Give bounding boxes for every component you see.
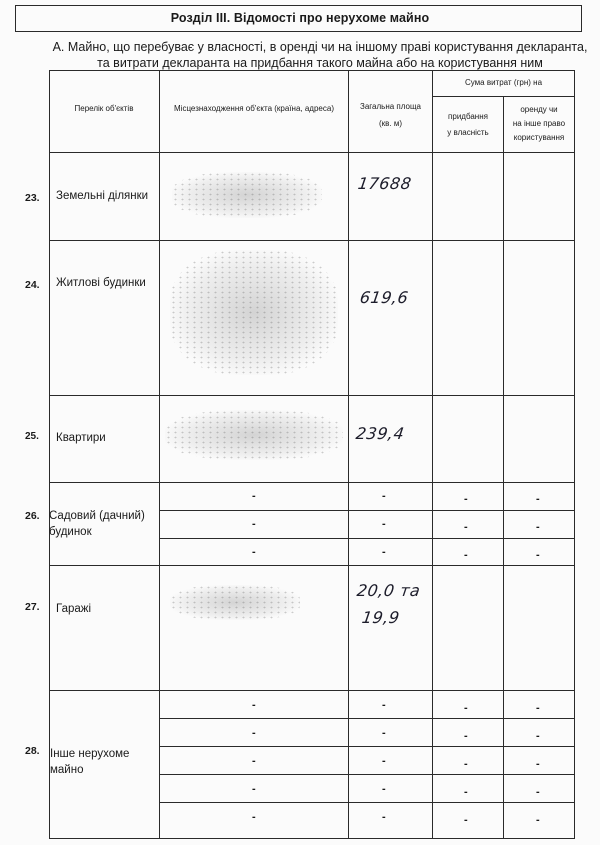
dash-26-1-location: - — [252, 490, 256, 502]
dash-26-3-purchase: - — [464, 549, 468, 561]
title-bottom-border — [15, 31, 582, 32]
category-other-line1: Інше нерухоме — [50, 748, 130, 760]
expenses-header-divider — [432, 96, 574, 97]
row-separator-26 — [49, 565, 575, 566]
row-separator-25 — [49, 482, 575, 483]
header-rent-line1: оренду чи — [520, 105, 558, 114]
row-number-27: 27. — [25, 601, 40, 613]
row-separator-27 — [49, 690, 575, 691]
dash-28-5-area: - — [382, 811, 386, 823]
row-separator-header — [49, 152, 575, 153]
table-left-border — [49, 70, 50, 838]
area-land: 17688 — [356, 174, 413, 193]
table-top-border — [49, 70, 574, 71]
dash-26-2-area: - — [382, 518, 386, 530]
header-objects-list: Перелік об'єктів — [74, 104, 134, 113]
category-other-line2: майно — [50, 764, 84, 776]
redacted-address-houses — [170, 250, 338, 375]
dash-28-4-area: - — [382, 783, 386, 795]
dash-28-2-location: - — [252, 727, 256, 739]
dash-28-4-location: - — [252, 783, 256, 795]
area-garage-2: 19,9 — [360, 608, 401, 627]
dash-26-2-rent: - — [536, 521, 540, 533]
header-area — [349, 101, 432, 129]
header-location: Місцезнаходження об'єкта (країна, адреса) — [174, 104, 334, 113]
row26-subline-2 — [159, 538, 575, 539]
section-subtitle-line2: та витрати декларанта на придбання такого майна або на користування ним — [97, 56, 543, 70]
category-cottage-line2: будинок — [49, 526, 92, 538]
section-subtitle-line1: А. Майно, що перебуває у власності, в оренді чи на іншому праві користування декларанта, — [52, 40, 588, 54]
dash-28-2-rent: - — [536, 730, 540, 742]
dash-28-5-purchase: - — [464, 814, 468, 826]
dash-28-4-purchase: - — [464, 786, 468, 798]
dash-28-5-rent: - — [536, 814, 540, 826]
row-number-25: 25. — [25, 431, 39, 442]
row-separator-24 — [49, 395, 575, 396]
col-divider-4 — [503, 96, 504, 838]
col-divider-3 — [432, 70, 433, 838]
dash-26-1-area: - — [382, 490, 386, 502]
dash-28-2-area: - — [382, 727, 386, 739]
category-other — [50, 746, 129, 778]
row-number-23: 23. — [25, 192, 40, 204]
redacted-address-land — [172, 172, 322, 218]
dash-28-1-purchase: - — [464, 702, 468, 714]
category-houses: Житлові будинки — [56, 277, 146, 289]
header-purchase-line2: у власність — [447, 128, 489, 137]
dash-26-3-area: - — [382, 546, 386, 558]
header-area-line2: (кв. м) — [378, 119, 403, 128]
category-apartments: Квартири — [56, 432, 106, 444]
row-number-28: 28. — [25, 745, 40, 757]
dash-28-3-purchase: - — [464, 758, 468, 770]
row28-subline-4 — [159, 802, 575, 803]
section-title: Розділ ІІІ. Відомості про нерухоме майно — [170, 11, 430, 25]
category-cottage — [49, 508, 145, 540]
dash-28-3-rent: - — [536, 758, 540, 770]
col-divider-2 — [348, 70, 349, 838]
row28-subline-1 — [159, 718, 575, 719]
dash-26-2-purchase: - — [464, 521, 468, 533]
row-number-24: 24. — [25, 279, 40, 291]
row-separator-23 — [49, 240, 575, 241]
title-top-border — [15, 5, 582, 6]
category-cottage-line1: Садовий (дачний) — [49, 510, 145, 522]
dash-28-3-location: - — [252, 755, 256, 767]
row26-subline-1 — [159, 510, 575, 511]
header-rent-line2: на інше право — [512, 119, 566, 128]
header-area-line1: Загальна площа — [360, 102, 421, 111]
category-garages: Гаражі — [56, 603, 92, 615]
header-purchase — [433, 111, 503, 138]
col-divider-1 — [159, 70, 160, 838]
dash-28-1-location: - — [252, 699, 256, 711]
dash-28-5-location: - — [252, 811, 256, 823]
category-land: Земельні ділянки — [56, 190, 149, 202]
dash-26-3-location: - — [252, 546, 256, 558]
area-houses: 619,6 — [358, 288, 410, 307]
header-rent-line3: користування — [513, 133, 565, 142]
dash-28-4-rent: - — [536, 786, 540, 798]
dash-28-3-area: - — [382, 755, 386, 767]
table-right-border — [574, 70, 575, 838]
dash-28-1-rent: - — [536, 702, 540, 714]
row-number-26: 26. — [25, 510, 40, 522]
dash-28-2-purchase: - — [464, 730, 468, 742]
area-apartments: 239,4 — [354, 424, 406, 443]
table-bottom-border — [49, 838, 575, 839]
area-garage-1: 20,0 та — [355, 581, 422, 600]
redacted-address-garages — [170, 585, 300, 620]
row28-subline-3 — [159, 774, 575, 775]
header-rent — [504, 104, 574, 143]
dash-26-1-rent: - — [536, 493, 540, 505]
redacted-address-apartments — [165, 410, 343, 460]
dash-28-1-area: - — [382, 699, 386, 711]
row28-subline-2 — [159, 746, 575, 747]
dash-26-3-rent: - — [536, 549, 540, 561]
header-purchase-line1: придбання — [448, 112, 488, 121]
header-expenses: Сума витрат (грн) на — [464, 78, 543, 87]
dash-26-2-location: - — [252, 518, 256, 530]
dash-26-1-purchase: - — [464, 493, 468, 505]
